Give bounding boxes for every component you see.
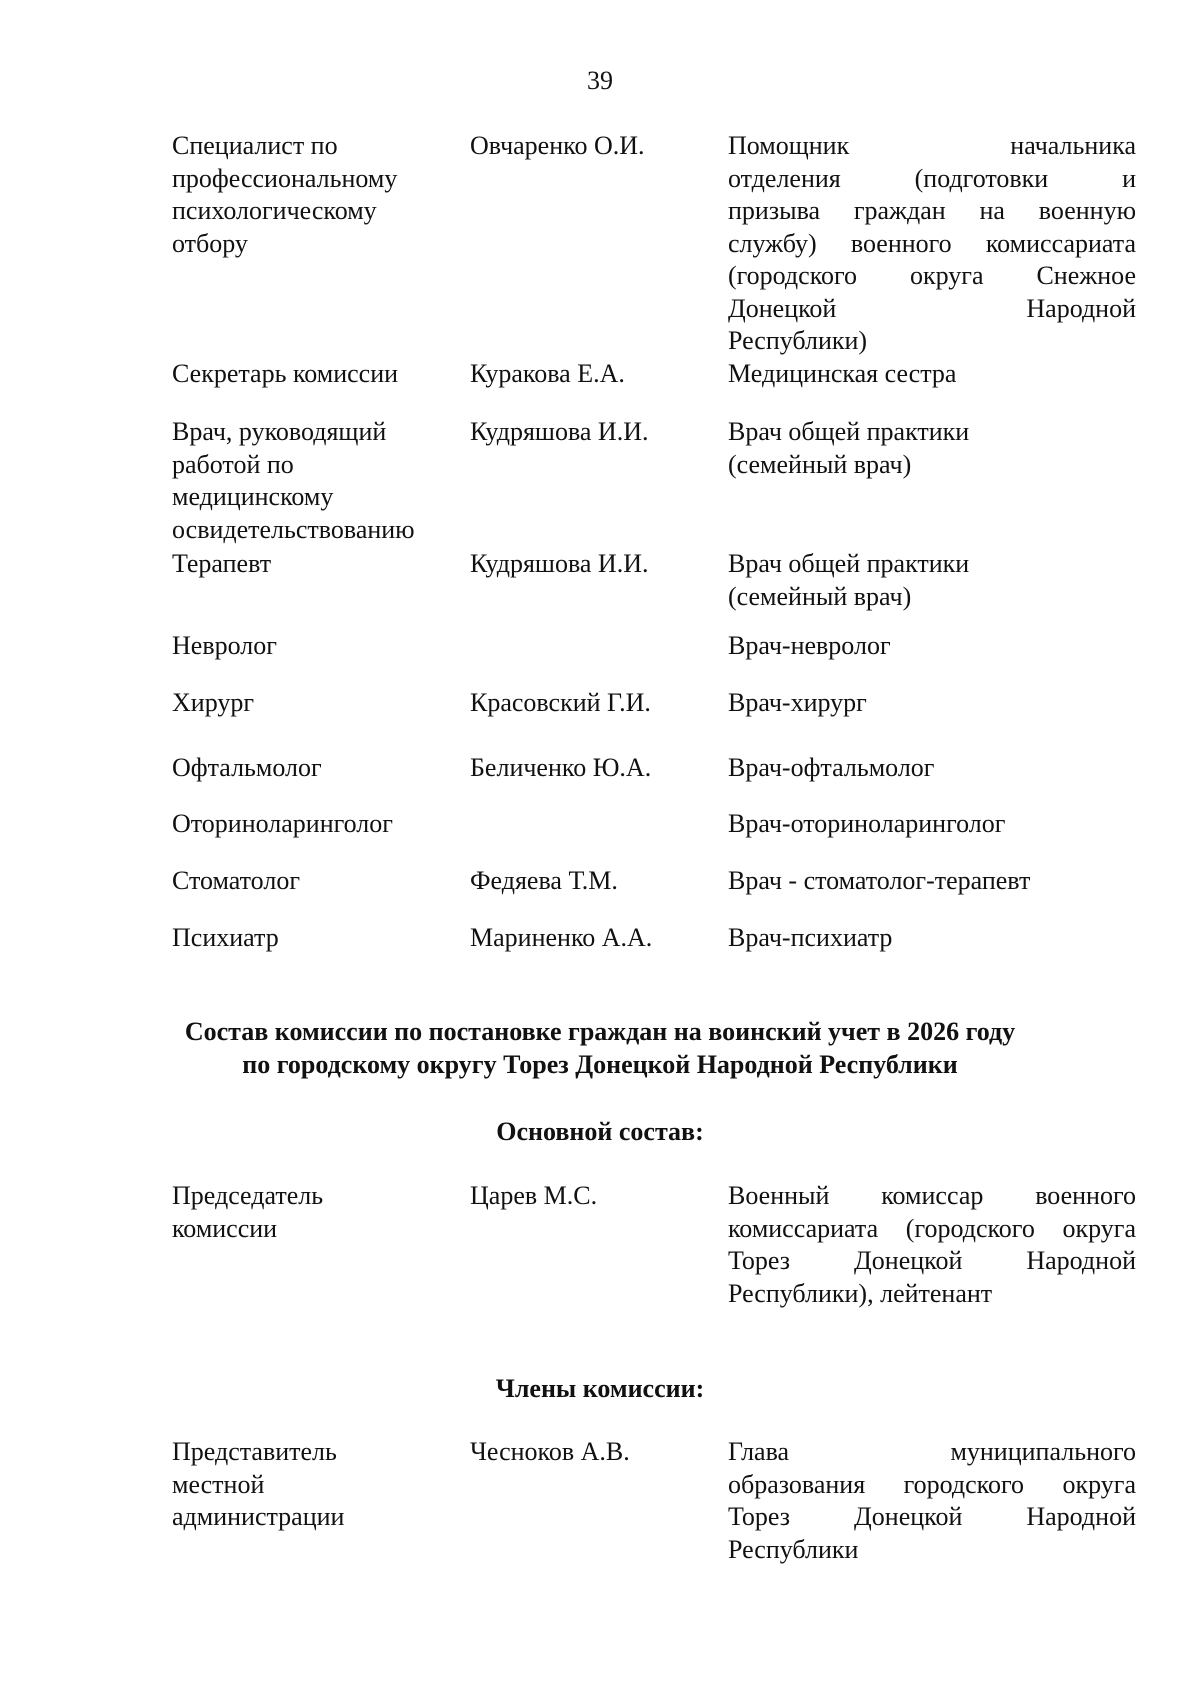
position-cell <box>728 416 1136 481</box>
name-cell: Царев М.С. <box>470 1181 598 1210</box>
role-cell: Офтальмолог <box>172 753 322 782</box>
role-cell: Терапевт <box>172 549 272 578</box>
position-line: (городского округа Снежное <box>728 261 1136 290</box>
position-line: Врач-оториноларинголог <box>728 809 1006 838</box>
members-heading: Члены комиссии: <box>495 1374 705 1403</box>
role-cell: Представитель местной администрации <box>172 1437 345 1531</box>
position-line: службу) военного комиссариата <box>728 228 1136 258</box>
position-line: Помощник начальника <box>728 131 1136 160</box>
position-cell <box>728 1436 1136 1566</box>
role-cell: Стоматолог <box>172 866 300 895</box>
position-cell <box>728 922 1136 955</box>
position-cell <box>728 130 1136 358</box>
position-line: образования городского округа <box>728 1469 1136 1499</box>
role-cell: Невролог <box>172 631 277 660</box>
page-number: 39 <box>587 66 613 95</box>
position-cell <box>728 630 1136 663</box>
name-cell: Кудряшова И.И. <box>470 417 649 446</box>
role-cell: Председатель комиссии <box>172 1181 324 1243</box>
position-cell <box>728 865 1136 898</box>
name-cell: Красовский Г.И. <box>470 688 651 717</box>
position-line: Республики <box>728 1534 859 1564</box>
main-composition-heading: Основной состав: <box>496 1117 704 1146</box>
position-line: комиссариата (городского округа <box>728 1213 1136 1243</box>
position-cell <box>728 752 1136 785</box>
position-cell <box>728 548 1136 613</box>
name-cell: Куракова Е.А. <box>470 359 625 388</box>
role-cell: Хирург <box>172 688 255 717</box>
position-line: Медицинская сестра <box>728 359 957 388</box>
role-cell: Оториноларинголог <box>172 809 393 838</box>
name-cell: Овчаренко О.И. <box>470 131 645 160</box>
position-line: (семейный врач) <box>728 581 912 611</box>
position-line: Глава муниципального <box>728 1437 1136 1466</box>
position-line: Врач-офтальмолог <box>728 753 935 782</box>
name-cell: Кудряшова И.И. <box>470 549 649 578</box>
position-line: отделения (подготовки и <box>728 163 1136 193</box>
position-line: Донецкой Народной <box>728 293 1136 323</box>
position-line: Торез Донецкой Народной <box>728 1246 1136 1275</box>
section-title-line-2: по городскому округу Торез Донецкой Народной Республики <box>242 1050 958 1079</box>
position-line: Военный комиссар военного <box>728 1181 1136 1210</box>
role-cell: Психиатр <box>172 923 279 952</box>
position-cell <box>728 358 1136 391</box>
position-line: Республики), лейтенант <box>728 1278 993 1308</box>
role-cell: Специалист по профессиональному психологическому отбору <box>172 131 398 258</box>
name-cell: Чесноков А.В. <box>470 1437 630 1466</box>
section-title-line-1: Состав комиссии по постановке граждан на воинский учет в 2026 году <box>184 1017 1016 1046</box>
position-line: Республики) <box>728 326 868 355</box>
position-cell <box>728 808 1136 841</box>
position-line: Торез Донецкой Народной <box>728 1502 1136 1531</box>
name-cell: Федяева Т.М. <box>470 866 618 895</box>
position-line: призыва граждан на военную <box>728 196 1136 225</box>
name-cell: Мариненко А.А. <box>470 923 653 952</box>
position-cell <box>728 1180 1136 1310</box>
role-cell: Секретарь комиссии <box>172 359 399 388</box>
role-cell: Врач, руководящий работой по медицинскому освидетельствованию <box>172 417 415 544</box>
position-line: Врач общей практики <box>728 417 970 446</box>
position-line: Врач-психиатр <box>728 923 893 952</box>
position-line: Врач общей практики <box>728 549 970 578</box>
position-cell <box>728 687 1136 720</box>
position-line: Врач-хирург <box>728 688 867 717</box>
position-line: (семейный врач) <box>728 449 912 479</box>
position-line: Врач-невролог <box>728 631 891 660</box>
position-line: Врач - стоматолог-терапевт <box>728 866 1031 895</box>
name-cell: Беличенко Ю.А. <box>470 753 652 782</box>
